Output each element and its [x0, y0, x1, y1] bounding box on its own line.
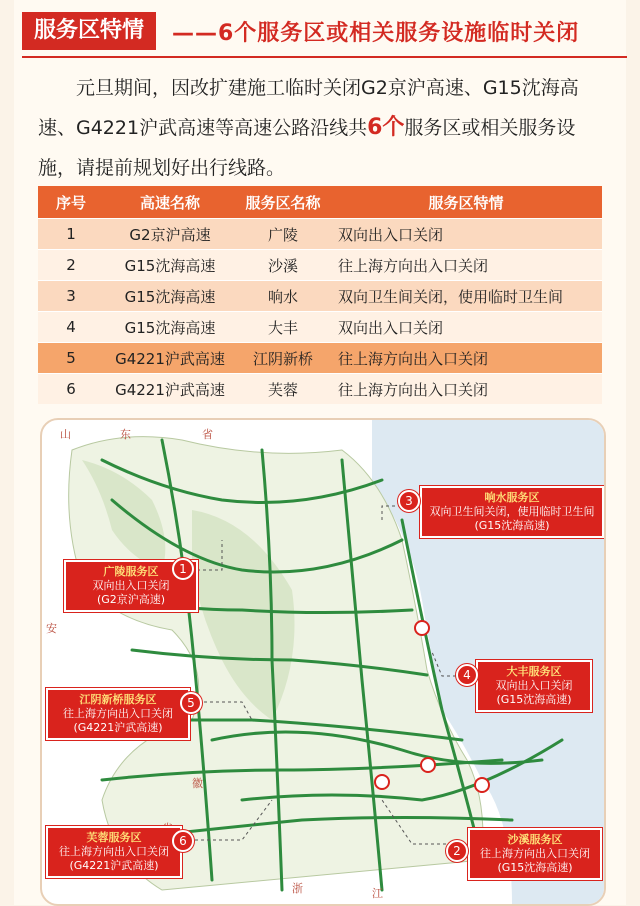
cell-index: 4 — [38, 312, 104, 343]
closure-table — [38, 186, 602, 404]
cell-status: 双向出入口关闭 — [330, 219, 602, 250]
callout-line: 往上海方向出入口关闭 — [59, 845, 169, 858]
callout-title: 沙溪服务区 — [507, 833, 563, 846]
callout-furong — [46, 826, 182, 878]
cell-service-area: 广陵 — [236, 219, 330, 250]
callout-line: (G4221沪武高速) — [69, 859, 159, 872]
callout-number: 6 — [172, 830, 194, 852]
callout-title: 大丰服务区 — [506, 665, 562, 678]
callout-number: 1 — [172, 558, 194, 580]
cell-status: 往上海方向出入口关闭 — [330, 343, 602, 374]
cell-service-area: 响水 — [236, 281, 330, 312]
callout-jiangyin-xinqiao — [46, 688, 190, 740]
table-row — [38, 343, 602, 374]
callout-dafeng — [476, 660, 592, 712]
callout-number: 3 — [398, 490, 420, 512]
intro-text-part1: 元旦期间，因改扩建施工临时关闭G2京沪高速、G15沈海高速、G4221沪武高速等高速公路沿线共 — [38, 77, 579, 139]
map-label: 省 — [202, 428, 213, 441]
intro-highlight-count: 6个 — [367, 115, 405, 140]
callout-line: (G4221沪武高速) — [73, 721, 163, 734]
table-row — [38, 219, 602, 250]
cell-status: 往上海方向出入口关闭 — [330, 374, 602, 405]
cell-index: 5 — [38, 343, 104, 374]
cell-index: 2 — [38, 250, 104, 281]
section-header — [22, 10, 622, 54]
table-row — [38, 281, 602, 312]
header-divider — [22, 56, 627, 58]
section-title: ——6个服务区或相关服务设施临时关闭 — [172, 21, 580, 46]
map-label: 山 — [60, 428, 71, 441]
highway-map — [40, 418, 606, 906]
map-label: 东 — [120, 428, 131, 441]
callout-xiangshui — [420, 486, 604, 538]
cell-service-area: 江阴新桥 — [236, 343, 330, 374]
map-label: 浙 — [292, 882, 303, 895]
callout-shaxi — [468, 828, 602, 880]
callout-line: 双向卫生间关闭，使用临时卫生间 — [429, 505, 595, 518]
table-row — [38, 312, 602, 343]
intro-text-part2: 服务区或相关服务设施，请提前规划好出行线路。 — [38, 117, 576, 179]
cell-highway: G4221沪武高速 — [104, 374, 236, 405]
table-header-row — [38, 186, 602, 219]
cell-status: 双向卫生间关闭，使用临时卫生间 — [330, 281, 602, 312]
callout-title: 芙蓉服务区 — [86, 831, 142, 844]
intro-paragraph — [38, 68, 606, 188]
cell-index: 3 — [38, 281, 104, 312]
cell-status: 双向出入口关闭 — [330, 312, 602, 343]
callout-number: 2 — [446, 840, 468, 862]
callout-number: 5 — [180, 692, 202, 714]
callout-line: (G2京沪高速) — [96, 593, 166, 606]
cell-status: 往上海方向出入口关闭 — [330, 250, 602, 281]
cell-highway: G15沈海高速 — [104, 312, 236, 343]
col-header-highway: 高速名称 — [104, 186, 236, 219]
col-header-index: 序号 — [38, 186, 104, 219]
map-label: 江 — [372, 887, 383, 900]
cell-index: 1 — [38, 219, 104, 250]
col-header-status: 服务区特情 — [330, 186, 602, 219]
callout-title: 响水服务区 — [484, 491, 540, 504]
cell-highway: G15沈海高速 — [104, 250, 236, 281]
callout-title: 江阴新桥服务区 — [79, 693, 157, 706]
callout-title: 广陵服务区 — [103, 565, 159, 578]
callout-line: 往上海方向出入口关闭 — [480, 847, 590, 860]
callout-line: (G15沈海高速) — [474, 519, 550, 532]
callout-line: (G15沈海高速) — [496, 693, 572, 706]
map-label: 徽 — [192, 777, 203, 790]
cell-highway: G4221沪武高速 — [104, 343, 236, 374]
map-label: 安 — [46, 622, 57, 635]
cell-service-area: 沙溪 — [236, 250, 330, 281]
callout-number: 4 — [456, 664, 478, 686]
callout-line: 双向出入口关闭 — [92, 579, 170, 592]
table-row — [38, 374, 602, 405]
col-header-service-area: 服务区名称 — [236, 186, 330, 219]
table-row — [38, 250, 602, 281]
callout-line: (G15沈海高速) — [497, 861, 573, 874]
callout-line: 往上海方向出入口关闭 — [63, 707, 173, 720]
callout-line: 双向出入口关闭 — [495, 679, 573, 692]
cell-service-area: 芙蓉 — [236, 374, 330, 405]
section-badge: 服务区特情 — [22, 12, 156, 50]
cell-service-area: 大丰 — [236, 312, 330, 343]
cell-highway: G2京沪高速 — [104, 219, 236, 250]
cell-highway: G15沈海高速 — [104, 281, 236, 312]
cell-index: 6 — [38, 374, 104, 405]
